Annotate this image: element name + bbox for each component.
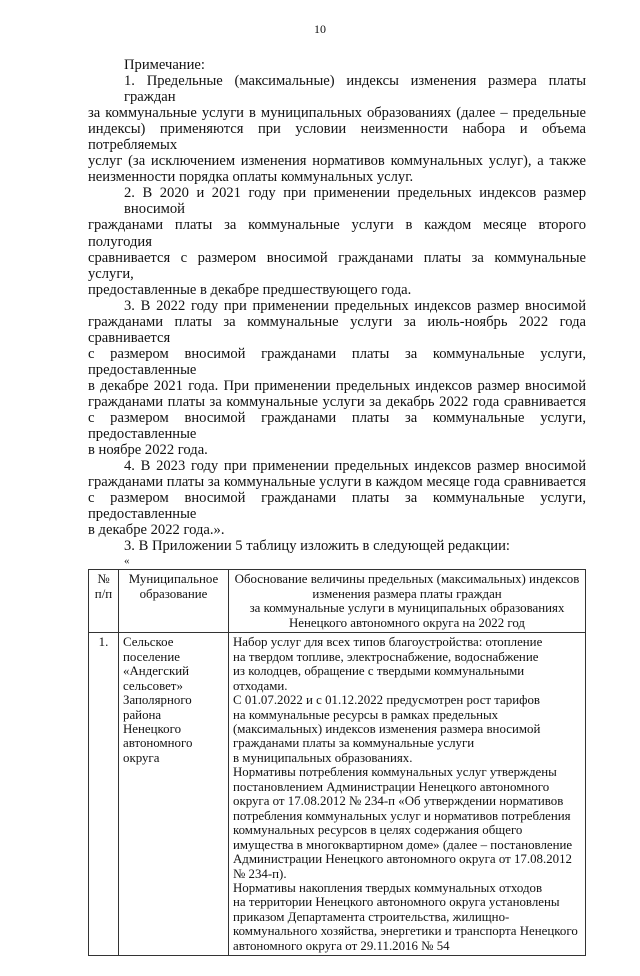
cell-line: коммунальных ресурсов в целях содержания общего [233,823,523,838]
cell-line: на твердом топливе, электроснабжение, водоснабжение [233,649,539,664]
note-paragraph [88,298,586,458]
cell-line: постановлением Администрации Ненецкого автономного [233,779,550,794]
cell-line: из колодцев, обращение с твердыми коммунальными [233,664,525,679]
table-row [89,633,586,956]
paragraph-line: 3. В Приложении 5 таблицу изложить в следующей редакции: [124,538,510,555]
paragraph-line: неизменности порядка оплаты коммунальных услуг. [88,169,414,186]
cell-line: «Андегский [123,664,190,679]
page-number: 10 [314,22,326,36]
header-line: изменения размера платы граждан [312,586,502,601]
appendix-table [88,569,586,956]
paragraph-line: предоставленные в декабре предшествующего года. [88,281,412,298]
cell-line: гражданами платы за коммунальные услуги [233,736,475,751]
cell-line: района [123,707,162,722]
header-line: за коммунальные услуги в муниципальных образованиях [249,601,565,616]
note-paragraph [88,73,586,185]
header-justification [229,570,586,633]
table-header-row [89,570,586,633]
paragraph-line: 1. Предельные (максимальные) индексы изменения размера платы граждан [124,73,586,106]
cell-line: Нормативы потребления коммунальных услуг утверждены [233,765,557,780]
document-body [88,57,586,554]
cell-line: округа [123,750,160,765]
header-line: п/п [94,586,113,601]
note-paragraph [88,458,586,538]
paragraph-line: с размером вносимой гражданами платы за коммунальные услуги, предоставленные [88,345,586,378]
cell-line: Набор услуг для всех типов благоустройства: отопление [233,635,543,650]
cell-line: Администрации Ненецкого автономного округа от 17.08.2012 [233,852,572,867]
header-line: Обоснование величины предельных (максимальных) индексов [234,572,580,587]
cell-line: Сельское [123,635,174,650]
row-justification [229,633,586,956]
cell-line: потребления коммунальных услуг и нормативов потребления [233,808,571,823]
cell-line: Ненецкого [123,721,182,736]
note-paragraph [88,185,586,297]
paragraph-line: гражданами платы за коммунальные услуги за декабрь 2022 года сравнивается [88,393,586,410]
paragraph-line: в ноябре 2022 года. [88,442,208,459]
cell-line: автономного [123,736,193,751]
paragraph-line: гражданами платы за коммунальные услуги за июль-ноябрь 2022 года сравнивается [88,313,586,346]
paragraph-line: с размером вносимой гражданами платы за коммунальные услуги, предоставленные [88,490,586,523]
paragraph-line: 2. В 2020 и 2021 году при применении предельных индексов размер вносимой [124,185,586,218]
paragraph-line: 3. В 2022 году при применении предельных индексов размер вносимой [124,297,586,314]
cell-line: № 234-п). [233,866,287,881]
cell-line: имущества в многоквартирном доме» (далее – постановление [233,837,573,852]
note-paragraphs [88,73,586,554]
cell-line: (максимальных) индексов изменения размера вносимой [233,721,541,736]
header-num [89,570,119,633]
header-line: Ненецкого автономного округа на 2022 год [289,615,525,630]
header-line: образование [139,586,208,601]
cell-line: отходами. [233,678,288,693]
cell-line: С 01.07.2022 и с 01.12.2022 предусмотрен рост тарифов [233,693,541,708]
note-paragraph [88,538,586,554]
cell-line: сельсовет» [123,678,183,693]
open-quote: « [124,555,130,568]
paragraph-line: в декабре 2022 года.». [88,522,225,539]
paragraph-line: с размером вносимой гражданами платы за коммунальные услуги, предоставленные [88,410,586,443]
paragraph-line: гражданами платы за коммунальные услуги в каждом месяце года сравнивается [88,474,586,491]
header-line: № [97,572,110,587]
row-num: 1. [89,633,119,956]
cell-line: коммунального хозяйства, энергетики и транспорта Ненецкого [233,924,578,939]
cell-line: на территории Ненецкого автономного округа установлены [233,895,560,910]
cell-line: в муниципальных образованиях. [233,750,413,765]
cell-line: на коммунальные ресурсы в рамках предельных [233,707,499,722]
cell-line: приказом Департамента строительства, жилищно- [233,909,510,924]
note-title: Примечание: [124,57,205,73]
cell-line: Заполярного [123,693,192,708]
paragraph-line: услуг (за исключением изменения нормативов коммунальных услуг), а также [88,153,586,170]
cell-line: поселение [123,649,180,664]
cell-line: округа от 17.08.2012 № 234-п «Об утверждении нормативов [233,794,564,809]
paragraph-line: индексы) применяются при условии неизменности набора и объема потребляемых [88,121,586,154]
row-municipality [119,633,229,956]
header-line: Муниципальное [128,572,219,587]
cell-line: Нормативы накопления твердых коммунальных отходов [233,880,543,895]
paragraph-line: 4. В 2023 году при применении предельных индексов размер вносимой [124,458,586,475]
paragraph-line: гражданами платы за коммунальные услуги в каждом месяце второго полугодия [88,217,586,250]
paragraph-line: сравнивается с размером вносимой гражданами платы за коммунальные услуги, [88,249,586,282]
cell-line: автономного округа от 29.11.2016 № 54 [233,938,450,953]
header-municipality [119,570,229,633]
paragraph-line: за коммунальные услуги в муниципальных образованиях (далее – предельные [88,105,586,122]
paragraph-line: в декабре 2021 года. При применении предельных индексов размер вносимой [88,377,586,394]
